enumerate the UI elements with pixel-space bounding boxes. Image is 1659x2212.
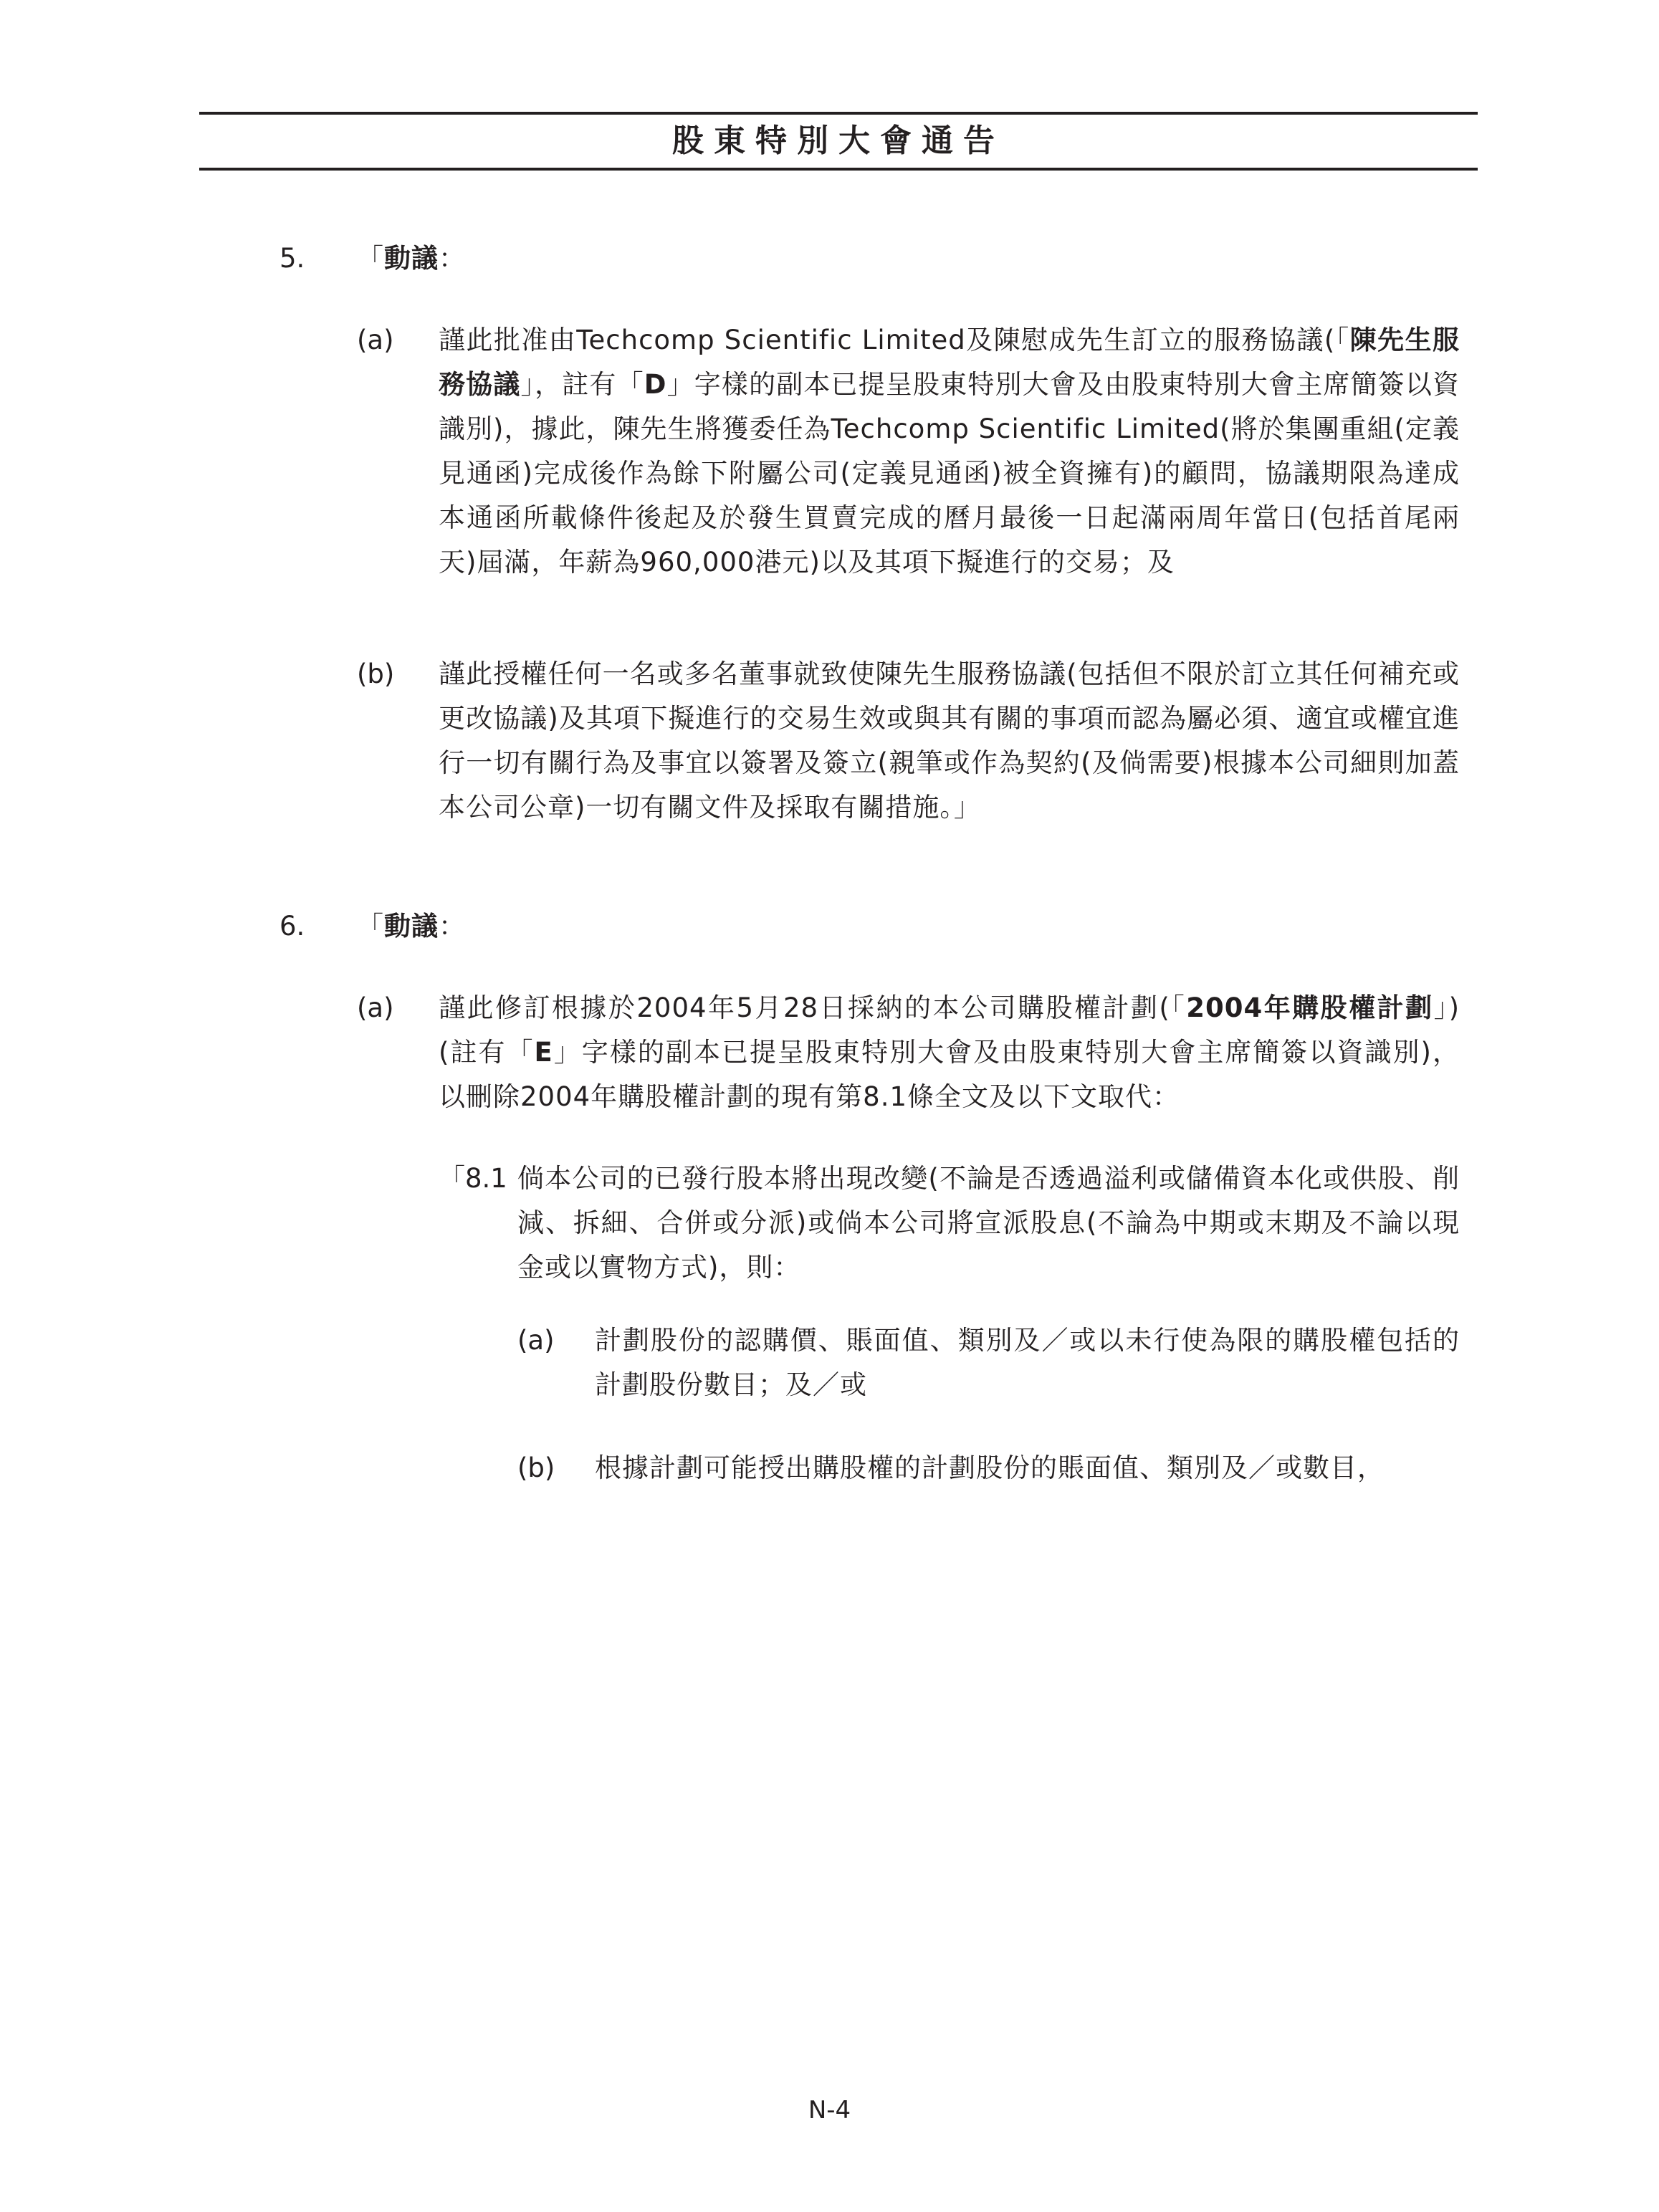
- item-5-intro: [357, 236, 572, 281]
- clause-sub-a-label: (a): [517, 1325, 555, 1356]
- item-5a-text: [439, 318, 1460, 585]
- item-5a-part3: 」字樣的副本已提呈股東特別大會及由股東特別大會主席簡簽以資識別)，據此，陳先生將獲委任為Techcomp Scientific Limited(將於集團重組(定義見通函)完成後作為餘下附屬公司(定義見通函)被全資擁有)的顧問，協議期限為達成本通函所載條件後起及於發生買賣完成的曆月最後一日起滿兩周年當日(包括首尾兩天)屆滿，年薪為960,000港元)以及其項下擬進行的交易；及: [439, 369, 1460, 578]
- item-5a-bold-term: 陳先生服務協議: [439, 325, 1460, 400]
- item-5a-part2: 」，註有「: [520, 369, 644, 400]
- header-rule-bottom: [199, 168, 1478, 171]
- item-5a-label: (a): [357, 325, 394, 355]
- item-6a-part3: 」字樣的副本已提呈股東特別大會及由股東特別大會主席簡簽以資識別)，以刪除2004年購股權計劃的現有第8.1條全文及以下文取代：: [439, 1037, 1460, 1112]
- intro-quote: 「: [357, 911, 384, 942]
- item-5-number: 5.: [279, 243, 305, 274]
- item-6-intro: [357, 904, 572, 949]
- item-5b-label: (b): [357, 659, 395, 689]
- intro-quote: 「: [357, 243, 384, 274]
- clause-8-1-label: 「8.1: [439, 1163, 507, 1194]
- intro-resolved: 動議: [384, 243, 439, 274]
- intro-colon: ：: [439, 911, 466, 942]
- header-rule-top: [199, 112, 1478, 115]
- item-6a-text: [439, 986, 1460, 1119]
- item-6a-part1: 謹此修訂根據於2004年5月28日採納的本公司購股權計劃(「: [439, 992, 1187, 1023]
- intro-colon: ：: [439, 243, 466, 274]
- item-6a-bold-term: 2004年購股權計劃: [1186, 992, 1434, 1023]
- page-title: 股東特別大會通告: [672, 123, 1005, 159]
- page-number: N-4: [808, 2096, 851, 2125]
- clause-sub-a-text: 計劃股份的認購價、賬面值、類別及／或以未行使為限的購股權包括的計劃股份數目；及／或: [595, 1325, 1460, 1400]
- item-5b-text: 謹此授權任何一名或多名董事就致使陳先生服務協議(包括但不限於訂立其任何補充或更改協議)及其項下擬進行的交易生效或與其有關的事項而認為屬必須、適宜或權宜進行一切有關行為及事宜以簽署及簽立(親筆或作為契約(及倘需要)根據本公司細則加蓋本公司公章)一切有關文件及採取有關措施。」: [439, 659, 1460, 823]
- clause-8-1-text: 倘本公司的已發行股本將出現改變(不論是否透過溢利或儲備資本化或供股、削減、拆細、合併或分派)或倘本公司將宣派股息(不論為中期或末期及不論以現金或以實物方式)，則：: [517, 1163, 1460, 1283]
- item-5a-bold-mark: D: [644, 369, 667, 400]
- clause-sub-b-text: 根據計劃可能授出購股權的計劃股份的賬面值、類別及／或數目，: [595, 1452, 1385, 1483]
- item-6-number: 6.: [279, 911, 305, 942]
- intro-resolved: 動議: [384, 911, 439, 942]
- item-6a-bold-mark: E: [534, 1037, 553, 1068]
- item-6a-label: (a): [357, 992, 394, 1023]
- clause-sub-b-label: (b): [517, 1452, 555, 1483]
- item-5a-part1: 謹此批准由Techcomp Scientific Limited及陳慰成先生訂立的服務協議(「: [439, 325, 1350, 355]
- item-6a-part2: 」)(註有「: [439, 992, 1460, 1068]
